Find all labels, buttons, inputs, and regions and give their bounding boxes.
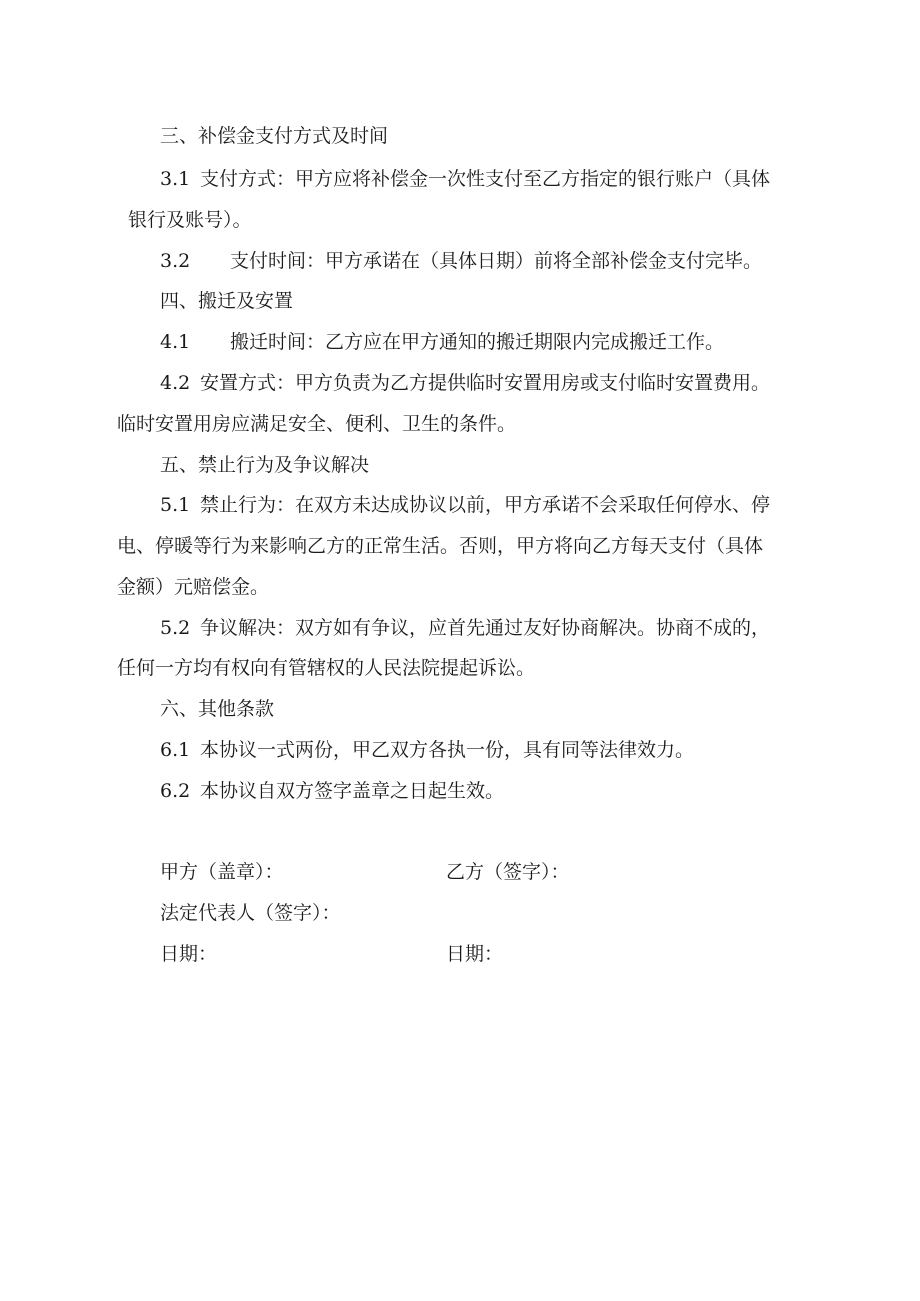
clause-text: 搬迁时间：乙方应在甲方通知的搬迁期限内完成搬迁工作。 xyxy=(230,331,725,353)
party-b-signature-label: 乙方（签字）： xyxy=(446,861,570,883)
clause-3-1 xyxy=(160,166,770,192)
clause-6-1 xyxy=(160,737,694,763)
clause-number: 3.1 xyxy=(160,168,191,190)
clause-3-1-continuation: 银行及账号）。 xyxy=(128,209,252,231)
clause-5-1-continuation: 电、停暖等行为来影响乙方的正常生活。否则，甲方将向乙方每天支付（具体 xyxy=(117,535,764,557)
section-3-heading: 三、补偿金支付方式及时间 xyxy=(160,125,389,147)
clause-5-2-continuation: 任何一方均有权向有管辖权的人民法院提起诉讼。 xyxy=(117,657,536,679)
clause-text: 本协议一式两份，甲乙双方各执一份，具有同等法律效力。 xyxy=(200,739,695,761)
clause-4-2 xyxy=(160,370,770,396)
clause-text: 争议解决：双方如有争议，应首先通过友好协商解决。协商不成的， xyxy=(200,617,771,639)
clause-number: 3.2 xyxy=(160,250,191,272)
clause-4-1 xyxy=(160,329,724,355)
party-b-date-label: 日期： xyxy=(446,943,504,965)
clause-number: 4.1 xyxy=(160,331,191,353)
clause-text: 支付方式：甲方应将补偿金一次性支付至乙方指定的银行账户（具体 xyxy=(200,168,771,190)
clause-number: 5.1 xyxy=(160,494,191,516)
section-6-heading: 六、其他条款 xyxy=(160,698,275,720)
section-5-heading: 五、禁止行为及争议解决 xyxy=(160,454,370,476)
legal-representative-label: 法定代表人（签字）： xyxy=(160,902,341,924)
clause-text: 本协议自双方签字盖章之日起生效。 xyxy=(200,780,505,802)
clause-6-2 xyxy=(160,778,504,804)
clause-number: 6.2 xyxy=(160,780,191,802)
clause-5-1 xyxy=(160,492,770,518)
section-4-heading: 四、搬迁及安置 xyxy=(160,290,294,312)
party-a-date-label: 日期： xyxy=(160,943,218,965)
clause-text: 禁止行为：在双方未达成协议以前，甲方承诺不会采取任何停水、停 xyxy=(200,494,771,516)
clause-5-1-continuation: 金额）元赔偿金。 xyxy=(117,576,270,598)
clause-3-2 xyxy=(160,248,762,274)
clause-number: 5.2 xyxy=(160,617,191,639)
clause-number: 6.1 xyxy=(160,739,191,761)
clause-number: 4.2 xyxy=(160,372,191,394)
clause-text: 支付时间：甲方承诺在（具体日期）前将全部补偿金支付完毕。 xyxy=(230,250,763,272)
clause-text: 安置方式：甲方负责为乙方提供临时安置用房或支付临时安置费用。 xyxy=(200,372,771,394)
party-a-seal-label: 甲方（盖章）： xyxy=(160,861,284,883)
clause-5-2 xyxy=(160,615,770,641)
clause-4-2-continuation: 临时安置用房应满足安全、便利、卫生的条件。 xyxy=(117,413,517,435)
